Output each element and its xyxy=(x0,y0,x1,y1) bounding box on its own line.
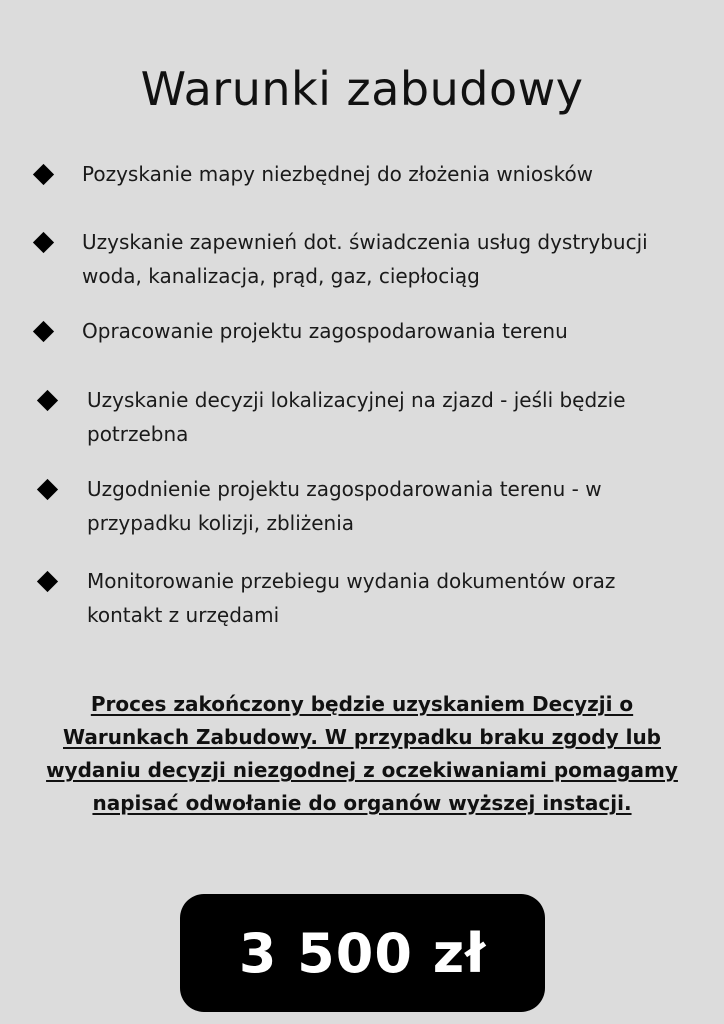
bullet-item-2-line-2: woda, kanalizacja, prąd, gaz, ciepłociąg xyxy=(82,264,480,288)
bullet-item-6-line-1: Monitorowanie przebiegu wydania dokumentów oraz xyxy=(87,569,616,593)
summary-line-2 xyxy=(0,721,724,754)
bullet-item-4-line-2: potrzebna xyxy=(87,422,189,446)
summary-line-2-text: Warunkach Zabudowy. W przypadku braku zgody lub xyxy=(63,725,661,749)
diamond-bullet-icon xyxy=(37,390,58,411)
price-label: 3 500 zł xyxy=(238,921,487,985)
page-title: Warunki zabudowy xyxy=(140,62,584,116)
summary-paragraph xyxy=(0,688,724,820)
diamond-bullet-icon xyxy=(37,571,58,592)
bullet-item-2-line-1: Uzyskanie zapewnień dot. świadczenia usług dystrybucji xyxy=(82,230,648,254)
diamond-bullet-icon xyxy=(33,321,54,342)
bullet-item-4-line-1: Uzyskanie decyzji lokalizacyjnej na zjazd - jeśli będzie xyxy=(87,388,626,412)
bullet-item-3-line-1: Opracowanie projektu zagospodarowania terenu xyxy=(82,319,568,343)
bullet-item-5-line-1: Uzgodnienie projektu zagospodarowania terenu - w xyxy=(87,477,602,501)
bullet-item-6-line-2: kontakt z urzędami xyxy=(87,603,280,627)
diamond-bullet-icon xyxy=(33,232,54,253)
summary-line-4 xyxy=(0,787,724,820)
summary-line-4-text: napisać odwołanie do organów wyższej instacji. xyxy=(92,791,632,815)
bullet-item-1-line-1: Pozyskanie mapy niezbędnej do złożenia wniosków xyxy=(82,162,594,186)
diamond-bullet-icon xyxy=(33,164,54,185)
summary-line-1-text: Proces zakończony będzie uzyskaniem Decyzji o xyxy=(90,692,634,716)
summary-line-3-text: wydaniu decyzji niezgodnej z oczekiwaniami pomagamy xyxy=(46,758,678,782)
price-box xyxy=(180,894,545,1012)
diamond-bullet-icon xyxy=(37,479,58,500)
summary-line-1 xyxy=(0,688,724,721)
bullet-item-5-line-2: przypadku kolizji, zbliżenia xyxy=(87,511,355,535)
summary-line-3 xyxy=(0,754,724,787)
